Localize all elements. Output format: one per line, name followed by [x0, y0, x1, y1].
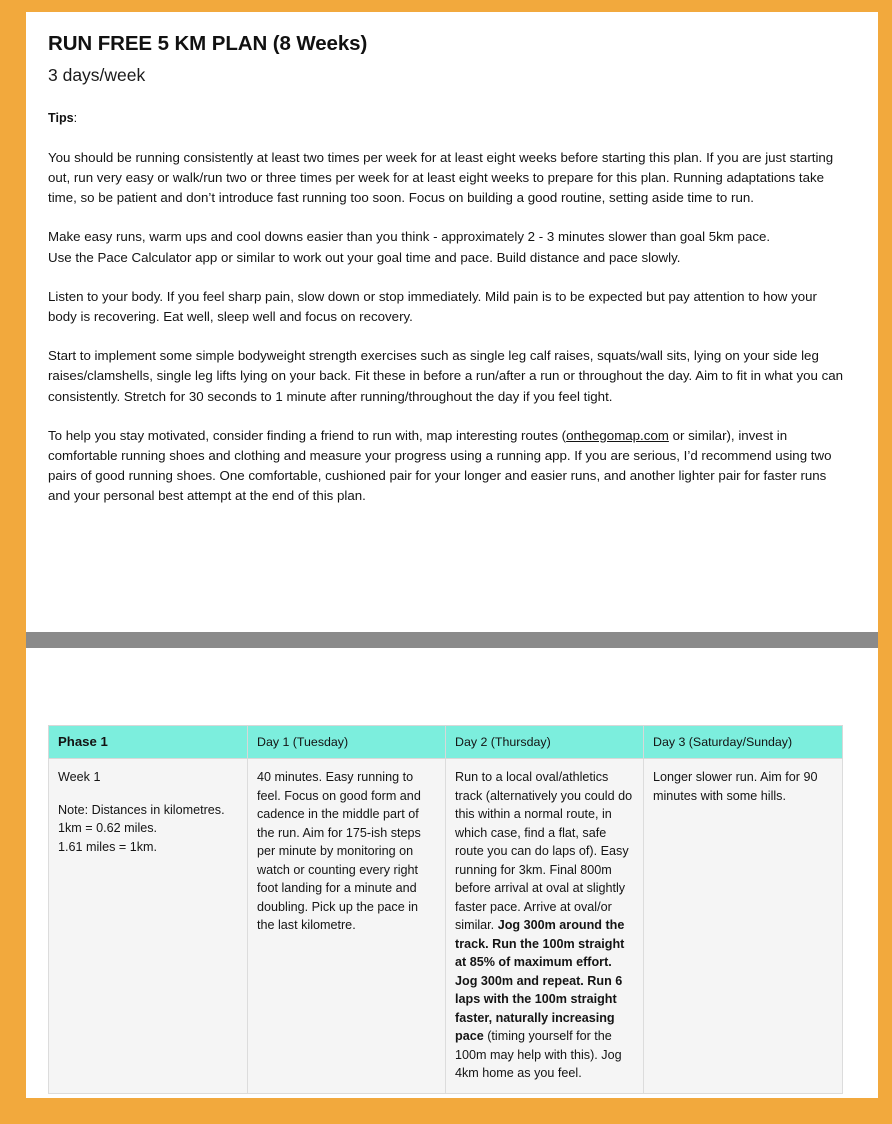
paragraph-pace-calculator: Use the Pace Calculator app or similar to work out your goal time and pace. Build distance and pace slowly. [48, 249, 681, 265]
week-note-spacer [58, 787, 237, 801]
week-note-line-2: 1km = 0.62 miles. [58, 821, 158, 835]
onthegomap-link[interactable]: onthegomap.com [566, 427, 669, 443]
page-subtitle: 3 days/week [48, 64, 146, 85]
paragraph-consistency: You should be running consistently at least two times per week for at least eight weeks before starting this plan. If you are just starting out, run very easy or walk/run two or three times per week for at least eight weeks to prepare for this plan. Running adaptations take time, so be patient and don’t introduce fast running too soon. Focus on building a good routine, setting aside time to run. [48, 149, 834, 206]
table-header-day3: Day 3 (Saturday/Sunday) [644, 726, 843, 759]
document-sheet [26, 12, 878, 1098]
paragraph-motivation [48, 426, 848, 507]
paragraph-strength: Start to implement some simple bodyweight strength exercises such as single leg calf raises, squats/wall sits, lying on your side leg raises/clamshells, single leg lifts lying on your back. Fit these in before a run/after a run or throughout the day. Aim to fit in what you can consistently. Stretch for 30 seconds to 1 minute after running/throughout the day if you feel tight. [48, 348, 844, 404]
day2-text-intro: Run to a local oval/athletics track (alternatively you could do this within a normal route, in which case, find a flat, safe route you can do laps of). Easy running for 3km. Final 800m before arrival at oval at slightly faster pace. Arrive at oval/or similar. [455, 770, 633, 932]
cell-week-label [49, 759, 248, 1094]
motivation-text-before-link: To help you stay motivated, consider finding a friend to run with, map interesting routes ( [48, 427, 567, 443]
paragraph-listen-body: Listen to your body. If you feel sharp pain, slow down or stop immediately. Mild pain is to be expected but pay attention to how your body is recovering. Eat well, sleep well and focus on recovery. [48, 288, 817, 324]
section-divider [26, 632, 878, 652]
cell-day3-workout: Longer slower run. Aim for 90 minutes with some hills. [644, 759, 843, 1094]
document-text-body [26, 12, 878, 507]
table-header-row [49, 726, 843, 759]
table-header-day2: Day 2 (Thursday) [446, 726, 644, 759]
day2-text-outro: (timing yourself for the 100m may help with this). Jog 4km home as you feel. [455, 1029, 622, 1080]
tips-label: Tips [48, 110, 74, 125]
page-title: RUN FREE 5 KM PLAN (8 Weeks) [48, 32, 368, 55]
motivation-text-after-link: or similar), invest in comfortable running shoes and clothing and measure your progress using a running app. If you are serious, I’d recommend using two pairs of good running shoes. One comfortable, cushioned pair for your longer and easier runs, and another lighter pair for faster runs and your personal best attempt at the end of this plan. [48, 427, 832, 504]
table-header-phase: Phase 1 [49, 726, 248, 759]
table-header-day1: Day 1 (Tuesday) [248, 726, 446, 759]
week-note-line-3: 1.61 miles = 1km. [58, 839, 158, 854]
week-label: Week 1 [58, 770, 101, 784]
tips-heading [48, 111, 848, 125]
divider-bar [26, 632, 878, 648]
cell-day2-workout [446, 759, 644, 1094]
tips-colon: : [73, 110, 78, 125]
cell-day1-workout: 40 minutes. Easy running to feel. Focus on good form and cadence in the middle part of the run. Aim for 175-ish steps per minute by monitoring on watch or counting every right foot landing for a minute and doubling. Pick up the pace in the last kilometre. [248, 759, 446, 1094]
table-row [49, 759, 843, 1094]
training-plan-table-container [48, 725, 842, 1094]
paragraph-easy-pace: Make easy runs, warm ups and cool downs easier than you think - approximately 2 - 3 minutes slower than goal 5km pace. [48, 229, 771, 245]
day2-text-emphasis: Jog 300m around the track. Run the 100m straight at 85% of maximum effort. Jog 300m and repeat. Run 6 laps with the 100m straight faster, naturally increasing pace [455, 918, 625, 1043]
week-note-line-1: Note: Distances in kilometres. [58, 802, 225, 817]
training-plan-table [48, 725, 843, 1094]
